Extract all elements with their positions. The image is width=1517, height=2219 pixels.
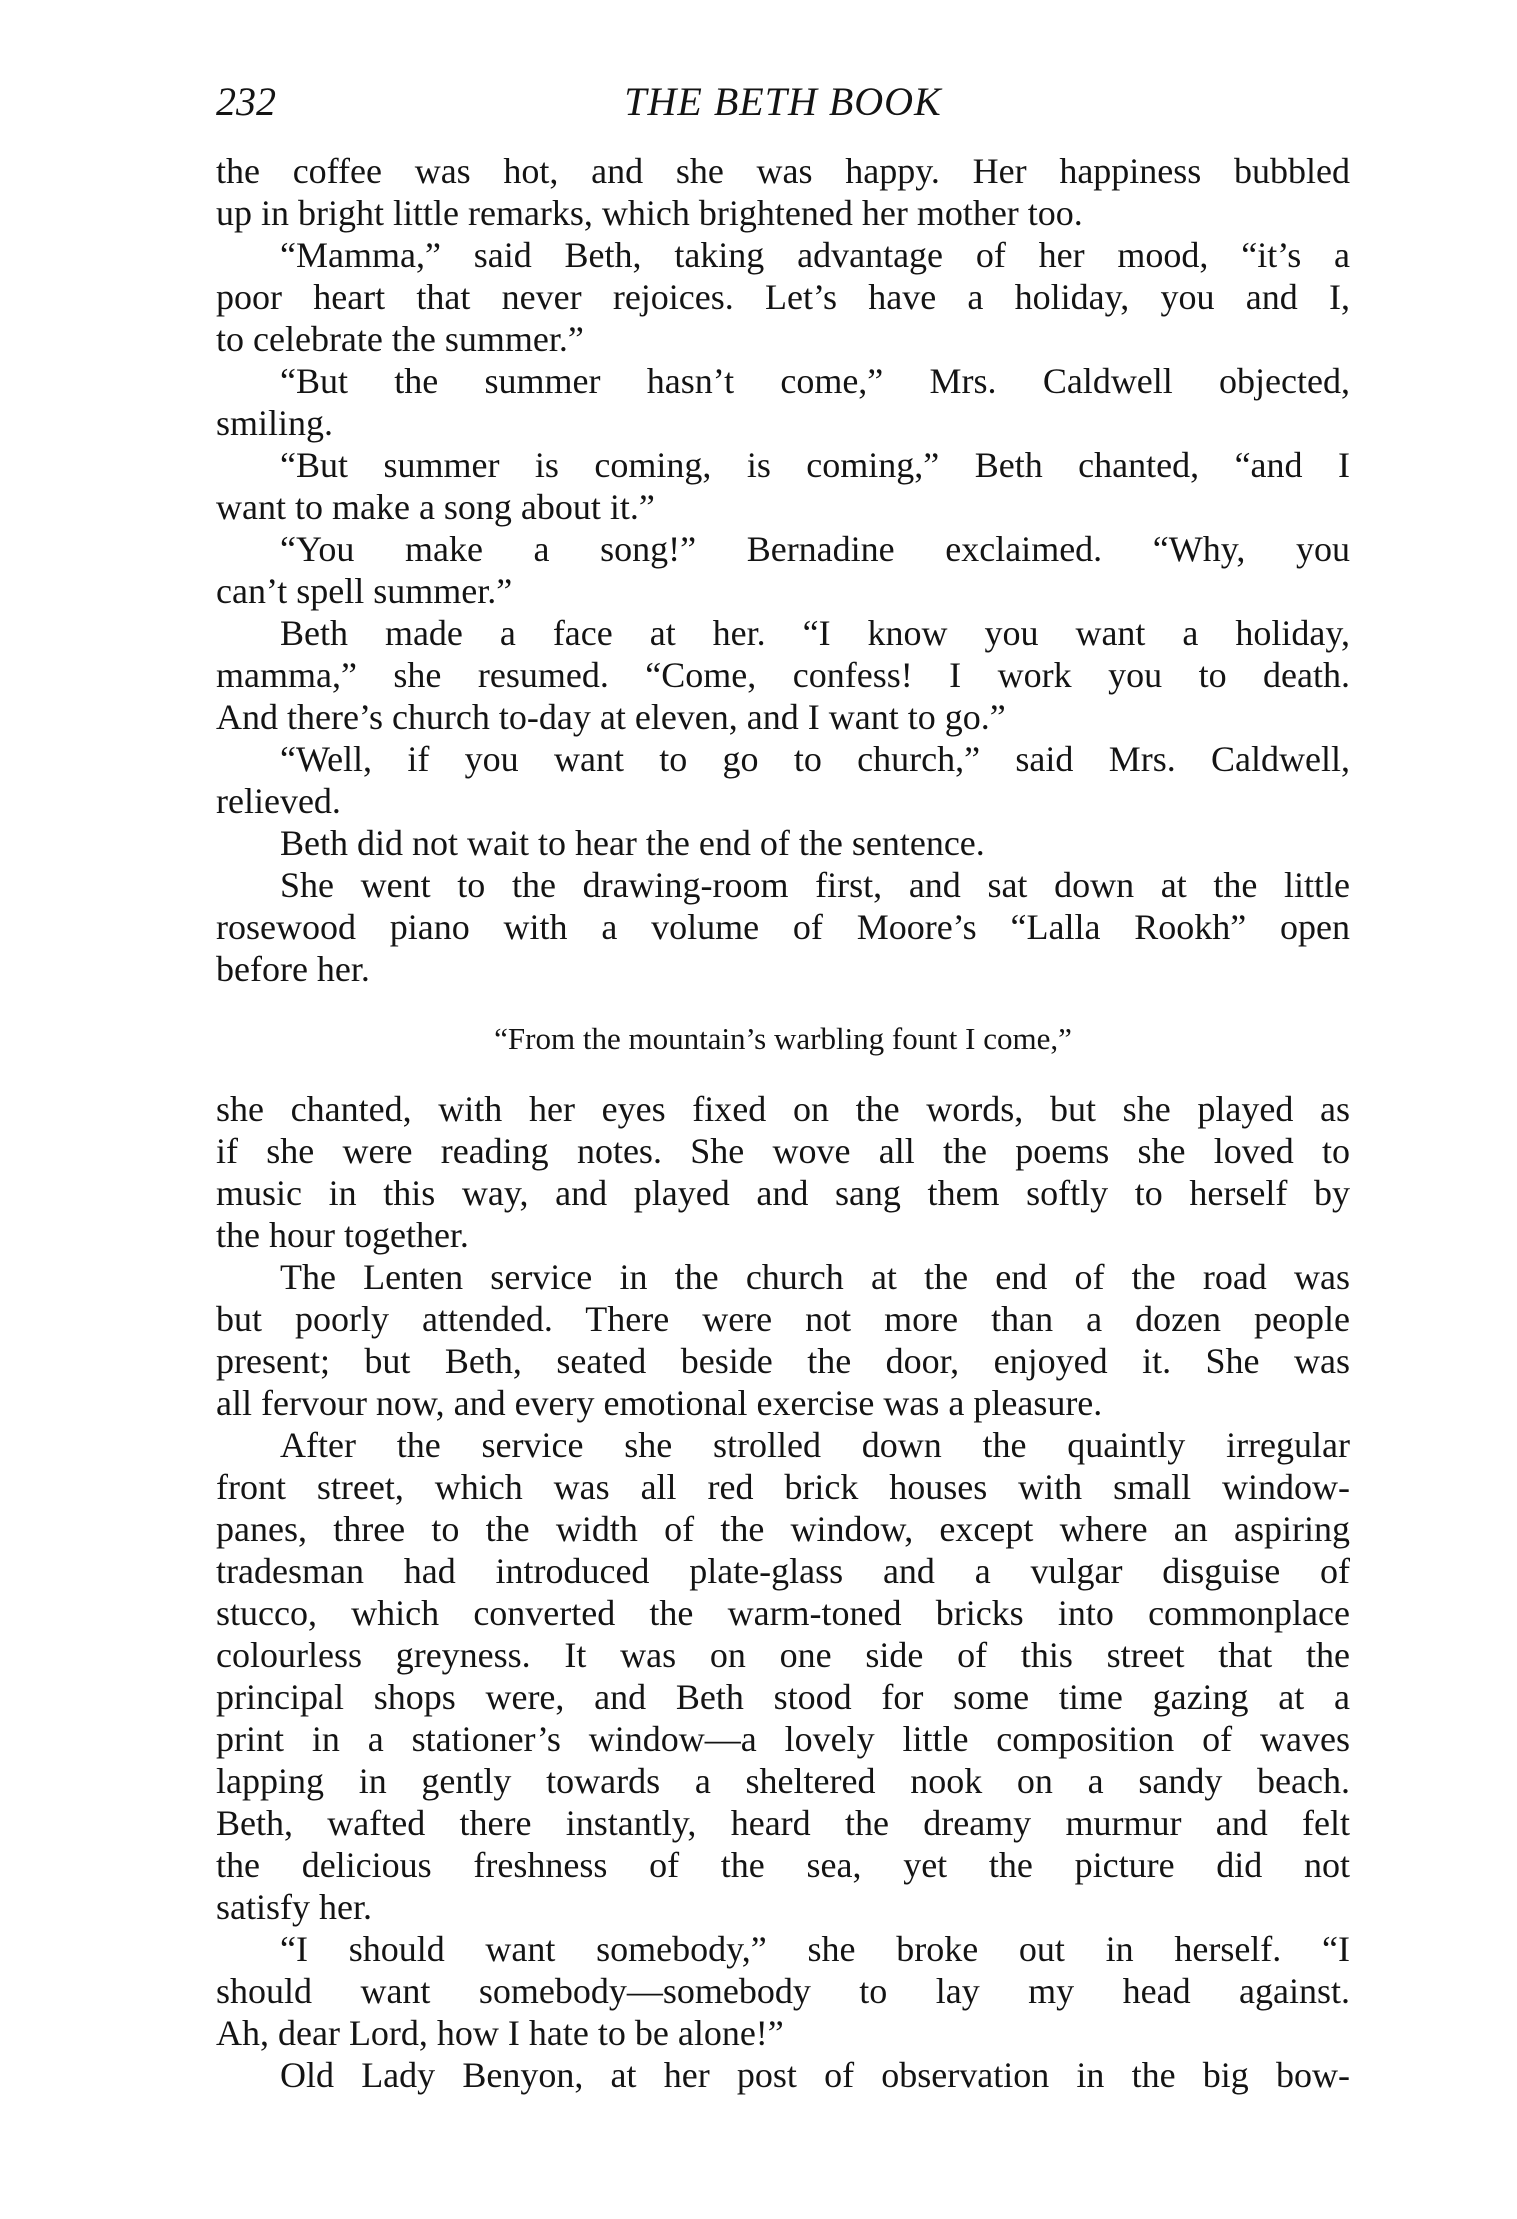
text-line: want to make a song about it.”	[216, 487, 655, 527]
text-line: relieved.	[216, 781, 341, 821]
text-line: “Well, if you want to go to church,” said Mrs. Caldwell,	[280, 739, 1350, 779]
text-line: up in bright little remarks, which brightened her mother too.	[216, 193, 1083, 233]
text-line: can’t spell summer.”	[216, 571, 513, 611]
text-line: lapping in gently towards a sheltered nook on a sandy beach.	[216, 1761, 1350, 1801]
text-line: After the service she strolled down the quaintly irregular	[280, 1425, 1350, 1465]
paragraphs-before-verse	[216, 150, 1350, 990]
text-line: Beth did not wait to hear the end of the sentence.	[280, 823, 985, 863]
text-line: she chanted, with her eyes fixed on the words, but she played as	[216, 1089, 1350, 1129]
text-line: stucco, which converted the warm-toned bricks into commonplace	[216, 1593, 1350, 1633]
text-line: The Lenten service in the church at the end of the road was	[280, 1257, 1350, 1297]
text-line: front street, which was all red brick houses with small window-	[216, 1467, 1350, 1507]
text-line: “But summer is coming, is coming,” Beth chanted, “and I	[280, 445, 1350, 485]
text-line: panes, three to the width of the window, except where an aspiring	[216, 1509, 1350, 1549]
running-header	[216, 72, 1350, 132]
text-line: if she were reading notes. She wove all the poems she loved to	[216, 1131, 1350, 1171]
text-line: the delicious freshness of the sea, yet the picture did not	[216, 1845, 1350, 1885]
text-line: music in this way, and played and sang them softly to herself by	[216, 1173, 1350, 1213]
text-line: smiling.	[216, 403, 334, 443]
text-line: before her.	[216, 949, 370, 989]
text-line: should want somebody—somebody to lay my head against.	[216, 1971, 1350, 2011]
text-line: “You make a song!” Bernadine exclaimed. “Why, you	[280, 529, 1350, 569]
text-line: to celebrate the summer.”	[216, 319, 584, 359]
text-line: Beth, wafted there instantly, heard the dreamy murmur and felt	[216, 1803, 1350, 1843]
running-title: THE BETH BOOK	[624, 79, 942, 124]
text-line: “I should want somebody,” she broke out in herself. “I	[280, 1929, 1350, 1969]
text-line: principal shops were, and Beth stood for some time gazing at a	[216, 1677, 1350, 1717]
text-line: tradesman had introduced plate-glass and a vulgar disguise of	[216, 1551, 1350, 1591]
text-line: Old Lady Benyon, at her post of observation in the big bow-	[280, 2055, 1350, 2095]
page-number: 232	[216, 79, 276, 124]
text-line: all fervour now, and every emotional exercise was a pleasure.	[216, 1383, 1103, 1423]
text-line: mamma,” she resumed. “Come, confess! I work you to death.	[216, 655, 1350, 695]
verse-quotation: “From the mountain’s warbling fount I come,”	[494, 1021, 1072, 1056]
text-line: And there’s church to-day at eleven, and I want to go.”	[216, 697, 1006, 737]
text-line: the coffee was hot, and she was happy. Her happiness bubbled	[216, 151, 1350, 191]
text-line: print in a stationer’s window—a lovely little composition of waves	[216, 1719, 1350, 1759]
text-line: “Mamma,” said Beth, taking advantage of her mood, “it’s a	[280, 235, 1350, 275]
text-line: rosewood piano with a volume of Moore’s “Lalla Rookh” open	[216, 907, 1350, 947]
text-line: Beth made a face at her. “I know you want a holiday,	[280, 613, 1350, 653]
text-line: poor heart that never rejoices. Let’s have a holiday, you and I,	[216, 277, 1350, 317]
text-line: present; but Beth, seated beside the door, enjoyed it. She was	[216, 1341, 1350, 1381]
text-line: Ah, dear Lord, how I hate to be alone!”	[216, 2013, 784, 2053]
text-line: She went to the drawing-room first, and sat down at the little	[280, 865, 1350, 905]
text-line: satisfy her.	[216, 1887, 372, 1927]
text-line: “But the summer hasn’t come,” Mrs. Caldwell objected,	[280, 361, 1350, 401]
text-line: colourless greyness. It was on one side of this street that the	[216, 1635, 1350, 1675]
text-line: the hour together.	[216, 1215, 469, 1255]
text-line: but poorly attended. There were not more than a dozen people	[216, 1299, 1350, 1339]
paragraphs-after-verse	[216, 1088, 1350, 2096]
body-text	[216, 150, 1350, 2096]
